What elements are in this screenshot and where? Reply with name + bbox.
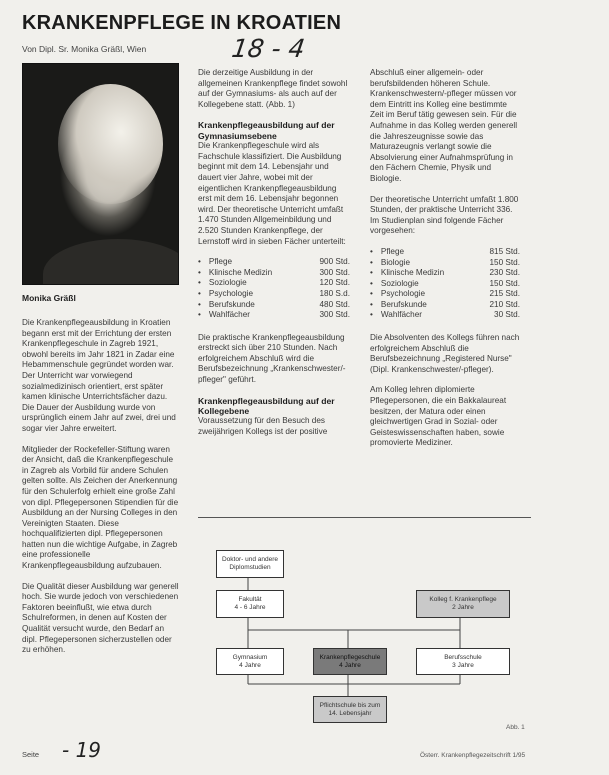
footer-journal: Österr. Krankenpflegezeitschrift 1/95 <box>420 752 526 759</box>
col2-paragraph-2: Die Krankenpflegeschule wird als Fachschule klassifiziert. Die Ausbildung beginnt mit dem 14. Lebensjahr und dauert vier Jahre, wobei mit der eigentlichen Krankenpflegeausbildung erst mit dem 16. Lebensjahr begonnen wird. Der theoretische Unterricht umfaßt 1.470 Stunden Allgemeinbildung und 2.520 Stunden Krankenpflege, der Lernstoff wird in sieben Fächer unterteilt: <box>198 141 346 246</box>
col3-paragraph-1: Abschluß einer allgemein- oder berufsbildenden höheren Schule. Krankenschwestern/-pfleger müssen vor dem Eintritt ins Kolleg eine bestimmte Zeit im Beruf tätig gewesen sein. Für die Aufnahme in das Kolleg werden generell die Jahreszeugnisse sowie das Maturazeugnis verlangt sowie die Absolvierung einer Aufnahmsprüfung in den Fächern Chemie, Physik und Biologie. <box>370 68 518 183</box>
list-item: • Psychologie 180 S.d. <box>198 289 350 300</box>
col2-paragraph-4: Voraussetzung für den Besuch des zweijährigen Kollegs ist der positive <box>198 416 328 437</box>
col1-paragraph-1: Die Krankenpflegeausbildung in Kroatien begann erst mit der Errichtung der ersten Krankenpflegeschule in Zagreb 1921, obwohl bereits im Jahr 1821 in Zadar eine Hebammenschule gegründet worden war. Der Unterricht war vorwiegend sozialmedizinisch orientiert, erst später kamen klinische Unterrichtsfächer dazu. Die Dauer der Ausbildung wurde von ursprünglich einem Jahr auf zwei, drei und sogar vier Jahre erweitert. <box>22 318 176 433</box>
box-postgraduate: Doktor- und andere Diplomstudien <box>216 550 284 578</box>
author-line: Von Dipl. Sr. Monika Gräßl, Wien <box>22 44 147 54</box>
col2-paragraph-3: Die praktische Krankenpflegeausbildung erstreckt sich über 210 Stunden. Nach erfolgreichem Abschluß wird die Berufsbezeichnung „Krankenschwester/-pfleger" geführt. <box>198 332 346 385</box>
list-item: • Berufskunde 480 Std. <box>198 300 350 311</box>
column-2 <box>198 68 350 448</box>
col2-subject-list <box>198 257 350 321</box>
col3-paragraph-4: Am Kolleg lehren diplomierte Pflegepersonen, die ein Bakkalaureat besitzen, der Matura oder einen gleichwertigen Grad in Sozial- oder Geisteswissenschaften haben, sowie promovierte Mediziner. <box>370 385 507 448</box>
list-item: • Berufskunde 210 Std. <box>370 300 520 311</box>
col3-subject-list <box>370 247 520 321</box>
col1-paragraph-3: Die Qualität dieser Ausbildung war generell hoch. Sie wurde jedoch von verschiedenen Faktoren beeinflußt, wie etwa durch Schulreformen, in denen auf Kosten der Qualität versucht wurde, den Bedarf an dipl. Pflegepersonen sicherzustellen oder zu erhöhen. <box>22 581 179 655</box>
handwritten-page-number: - 19 <box>62 738 102 762</box>
list-item: • Pflege 815 Std. <box>370 247 520 258</box>
box-nursing-school: Krankenpflegeschule 4 Jahre <box>313 648 387 675</box>
list-item: • Pflege 900 Std. <box>198 257 350 268</box>
photo-caption: Monika Gräßl <box>22 293 76 303</box>
figure-caption: Abb. 1 <box>506 724 525 731</box>
education-diagram <box>198 517 531 736</box>
list-item: • Klinische Medizin 300 Std. <box>198 268 350 279</box>
col2-paragraph-1: Die derzeitige Ausbildung in der allgemeinen Krankenpflege findet sowohl auf der Gymnasiums- als auch auf der Kollegebene statt. (Abb. 1) <box>198 68 348 109</box>
col2-heading-2: Krankenpflegeausbildung auf der Kollegebene <box>198 395 335 417</box>
col1-paragraph-2: Mitglieder der Rockefeller-Stiftung waren der Ansicht, daß die Krankenpflegeschule in Zagreb als Vorbild für andere Schulen gelten sollte. Als Zeichen der Anerkennung für den Schulerfolg erhielt eine große Zahl von dipl. Pflegepersonen Stipendien für die Ausbildung an der Nursing Colleges in den Vereinigten Staaten. Diese hochqualifizierten dipl. Pflegepersonen hatten nun die wichtige Aufgabe, in Zagreb eine professionelle Krankenpflegeausbildung aufzubauen. <box>22 444 179 571</box>
article-title: KRANKENPFLEGE IN KROATIEN <box>22 12 342 34</box>
box-vocational-school: Berufsschule 3 Jahre <box>416 648 510 675</box>
list-item: • Klinische Medizin 230 Std. <box>370 268 520 279</box>
author-photo <box>22 63 179 285</box>
photo-shoulder <box>43 239 179 285</box>
list-item: • Soziologie 150 Std. <box>370 279 520 290</box>
column-3 <box>370 68 520 459</box>
box-nursing-college: Kolleg f. Krankenpflege 2 Jahre <box>416 590 510 618</box>
column-1 <box>22 318 179 666</box>
box-compulsory-school: Pflichtschule bis zum 14. Lebensjahr <box>313 696 387 723</box>
col3-paragraph-3: Die Absolventen des Kollegs führen nach erfolgreichem Abschluß die Berufsbezeichnung „Registered Nurse" (Dipl. Krankenschwester/-pfleger). <box>370 333 520 374</box>
list-item: • Wahlfächer 300 Std. <box>198 310 350 321</box>
box-gymnasium: Gymnasium 4 Jahre <box>216 648 284 675</box>
list-item: • Soziologie 120 Std. <box>198 278 350 289</box>
box-faculty: Fakultät 4 - 6 Jahre <box>216 590 284 618</box>
list-item: • Psychologie 215 Std. <box>370 289 520 300</box>
list-item: • Biologie 150 Std. <box>370 258 520 269</box>
col3-paragraph-2: Der theoretische Unterricht umfaßt 1.800 Stunden, der praktische Unterricht 336. Im Studienplan sind folgende Fächer vorgesehen: <box>370 194 519 236</box>
col2-heading-1: Krankenpflegeausbildung auf der Gymnasiumsebene <box>198 120 335 141</box>
handwritten-code: 18 - 4 <box>229 34 307 63</box>
footer-page-label: Seite <box>22 750 40 759</box>
photo-portrait-highlight <box>58 84 163 204</box>
list-item: • Wahlfächer 30 Std. <box>370 310 520 321</box>
